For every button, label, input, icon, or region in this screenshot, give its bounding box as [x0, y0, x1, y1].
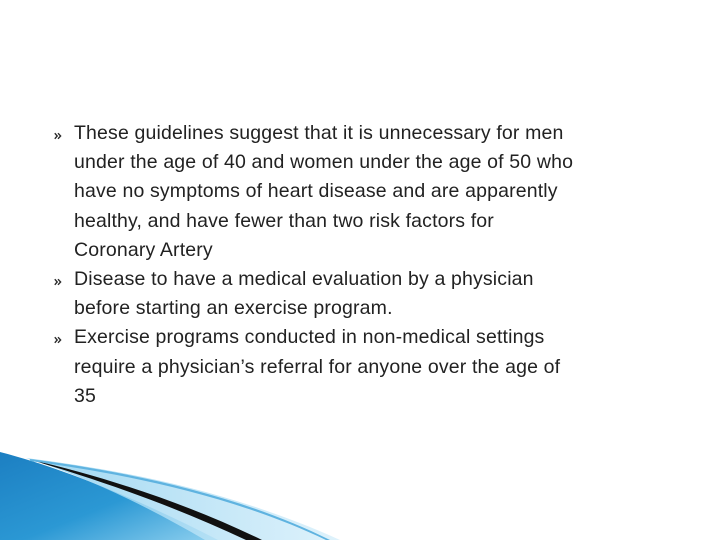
bullet-text-1-line-2: under the age of 40 and women under the age of 50 who: [74, 151, 574, 174]
bullet-text-1-line-4: healthy, and have fewer than two risk factors for: [74, 209, 494, 232]
bullet-text-1-line-5: Coronary Artery: [74, 238, 213, 261]
bullet-list: [54, 119, 694, 411]
bullet-text-1-line-3: have no symptoms of heart disease and are apparently: [74, 180, 558, 203]
bullet-text-2-line-1: Disease to have a medical evaluation by a physician: [74, 268, 534, 291]
bullet-text-1-line-1: These guidelines suggest that it is unnecessary for men: [74, 122, 564, 144]
arrow-bullet-icon: [54, 278, 62, 286]
arrow-bullet-icon: [54, 132, 62, 140]
bullet-text-2-line-2: before starting an exercise program.: [74, 297, 393, 320]
bullet-item-2: [54, 265, 694, 323]
bullet-text-3-line-2: require a physician’s referral for anyone over the age of: [74, 355, 561, 378]
bullet-text-3-line-1: Exercise programs conducted in non-medical settings: [74, 326, 545, 349]
bullet-item-1: [54, 119, 694, 265]
arrow-bullet-icon: [54, 336, 62, 344]
bullet-text-3-line-3: 35: [74, 384, 96, 407]
bullet-item-3: [54, 323, 694, 411]
